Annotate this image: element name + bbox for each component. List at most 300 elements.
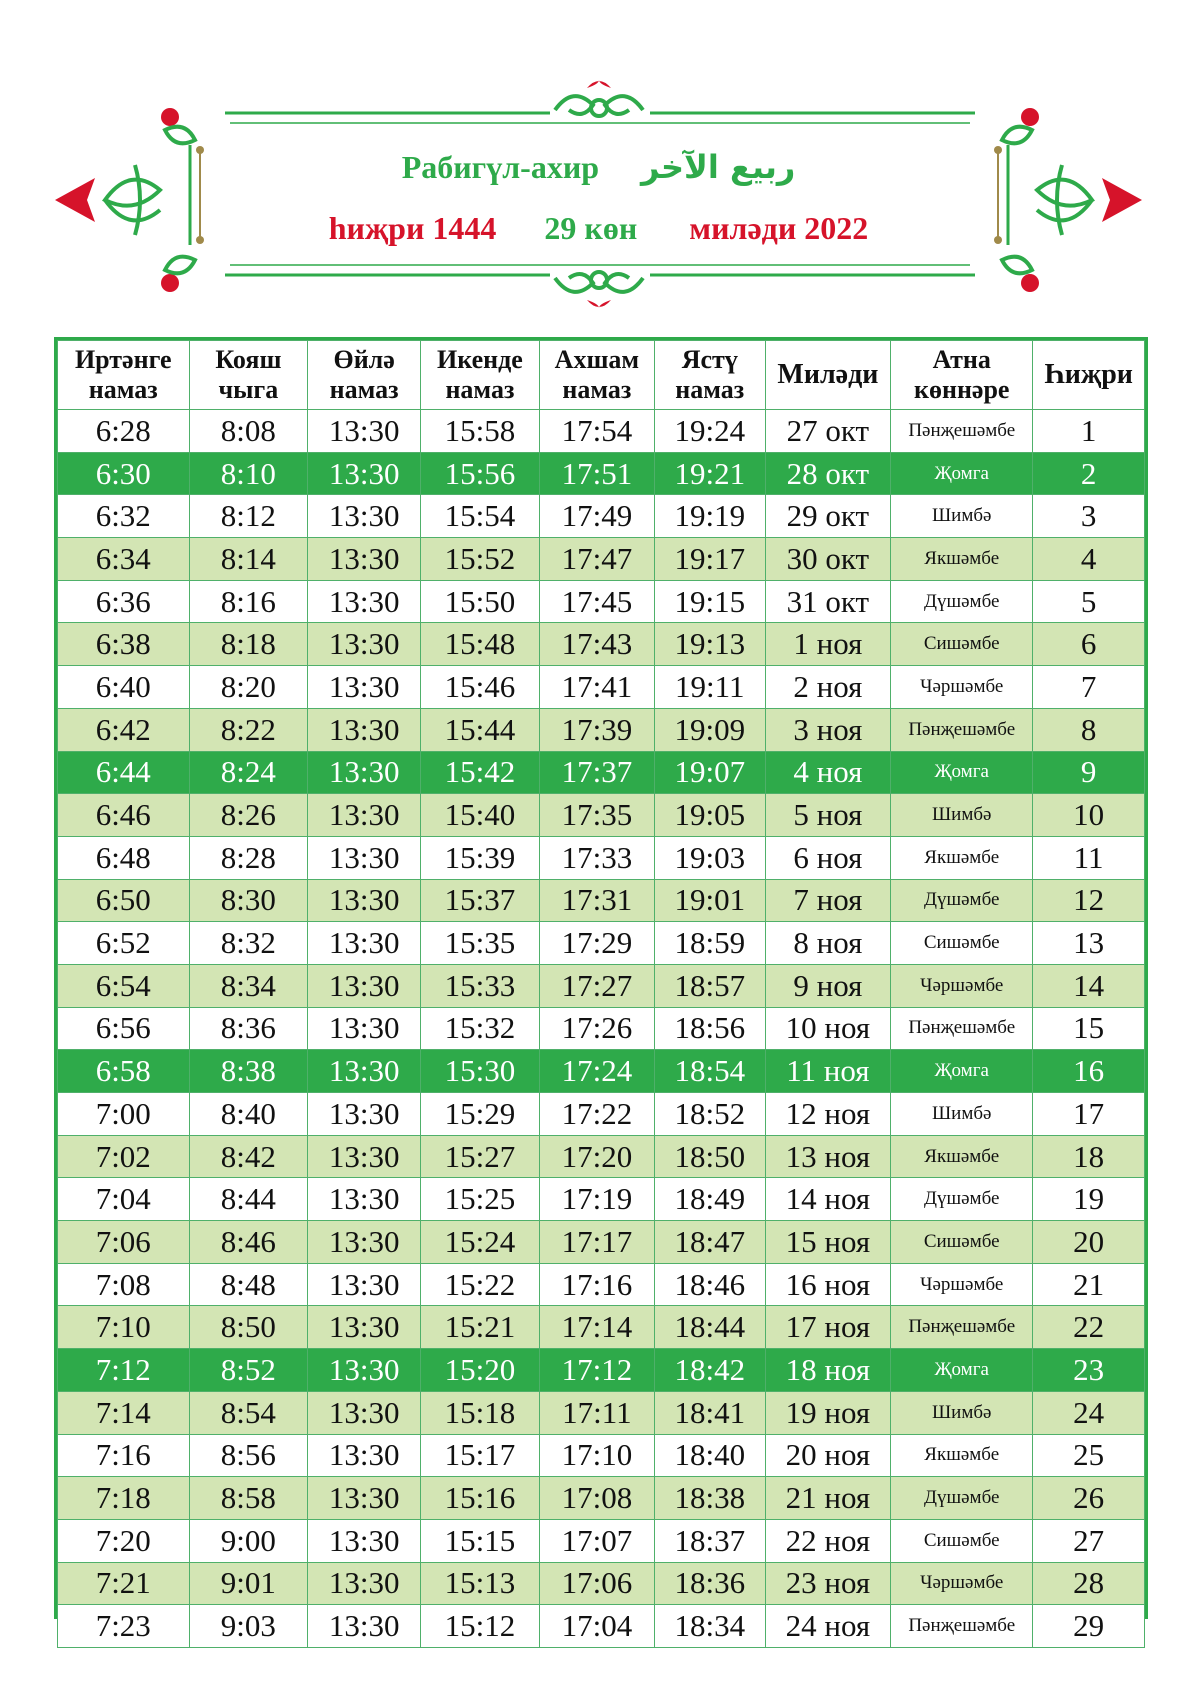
- asr-time: 15:17: [421, 1434, 540, 1477]
- sunrise-time: 9:03: [189, 1605, 308, 1648]
- hijri-day: 1: [1033, 410, 1145, 453]
- table-header-row: [58, 341, 1145, 410]
- maghrib-time: 17:10: [539, 1434, 654, 1477]
- weekday: Пәнҗешәмбе: [891, 1605, 1033, 1648]
- maghrib-time: 17:16: [539, 1263, 654, 1306]
- sunrise-time: 8:46: [189, 1221, 308, 1264]
- asr-time: 15:35: [421, 922, 540, 965]
- fajr-time: 7:00: [58, 1093, 190, 1136]
- maghrib-time: 17:37: [539, 751, 654, 794]
- fajr-time: 7:04: [58, 1178, 190, 1221]
- hijri-day: 12: [1033, 879, 1145, 922]
- asr-time: 15:39: [421, 836, 540, 879]
- hijri-day: 3: [1033, 495, 1145, 538]
- asr-time: 15:42: [421, 751, 540, 794]
- dhuhr-time: 13:30: [308, 1562, 421, 1605]
- weekday: Шимбә: [891, 794, 1033, 837]
- miladi-date: 14 ноя: [765, 1178, 891, 1221]
- maghrib-time: 17:14: [539, 1306, 654, 1349]
- hijri-day: 21: [1033, 1263, 1145, 1306]
- asr-time: 15:33: [421, 964, 540, 1007]
- table-row: [58, 1007, 1145, 1050]
- isha-time: 19:01: [655, 879, 766, 922]
- maghrib-time: 17:31: [539, 879, 654, 922]
- isha-time: 19:03: [655, 836, 766, 879]
- col-fajr-header: Иртәнге намаз: [58, 341, 190, 410]
- table-row: [58, 1178, 1145, 1221]
- maghrib-time: 17:12: [539, 1349, 654, 1392]
- maghrib-time: 17:41: [539, 666, 654, 709]
- weekday: Сишәмбе: [891, 1221, 1033, 1264]
- sunrise-time: 8:42: [189, 1135, 308, 1178]
- sunrise-time: 8:48: [189, 1263, 308, 1306]
- miladi-date: 28 окт: [765, 452, 891, 495]
- isha-time: 18:52: [655, 1093, 766, 1136]
- days-count: 29 көн: [544, 210, 638, 246]
- isha-time: 19:07: [655, 751, 766, 794]
- asr-time: 15:32: [421, 1007, 540, 1050]
- maghrib-time: 17:47: [539, 538, 654, 581]
- hijri-day: 16: [1033, 1050, 1145, 1093]
- isha-time: 18:59: [655, 922, 766, 965]
- weekday: Дүшәмбе: [891, 1178, 1033, 1221]
- miladi-date: 30 окт: [765, 538, 891, 581]
- maghrib-time: 17:04: [539, 1605, 654, 1648]
- dhuhr-time: 13:30: [308, 708, 421, 751]
- asr-time: 15:37: [421, 879, 540, 922]
- weekday: Якшәмбе: [891, 1434, 1033, 1477]
- fajr-time: 7:06: [58, 1221, 190, 1264]
- fajr-time: 6:36: [58, 580, 190, 623]
- dhuhr-time: 13:30: [308, 1391, 421, 1434]
- hijri-day: 22: [1033, 1306, 1145, 1349]
- col-asr-header: Икенде намаз: [421, 341, 540, 410]
- asr-time: 15:58: [421, 410, 540, 453]
- sunrise-time: 8:36: [189, 1007, 308, 1050]
- fajr-time: 6:58: [58, 1050, 190, 1093]
- dhuhr-time: 13:30: [308, 794, 421, 837]
- col-miladi-header: Миләди: [765, 341, 891, 410]
- weekday: Сишәмбе: [891, 623, 1033, 666]
- dhuhr-time: 13:30: [308, 538, 421, 581]
- miladi-date: 7 ноя: [765, 879, 891, 922]
- asr-time: 15:56: [421, 452, 540, 495]
- dhuhr-time: 13:30: [308, 1007, 421, 1050]
- isha-time: 18:49: [655, 1178, 766, 1221]
- weekday: Якшәмбе: [891, 1135, 1033, 1178]
- table-row: [58, 794, 1145, 837]
- isha-time: 18:46: [655, 1263, 766, 1306]
- dhuhr-time: 13:30: [308, 1135, 421, 1178]
- fajr-time: 7:16: [58, 1434, 190, 1477]
- fajr-time: 7:08: [58, 1263, 190, 1306]
- table-row: [58, 1221, 1145, 1264]
- isha-time: 18:37: [655, 1519, 766, 1562]
- asr-time: 15:50: [421, 580, 540, 623]
- maghrib-time: 17:06: [539, 1562, 654, 1605]
- table-row: [58, 1434, 1145, 1477]
- fajr-time: 6:44: [58, 751, 190, 794]
- maghrib-time: 17:35: [539, 794, 654, 837]
- sunrise-time: 8:22: [189, 708, 308, 751]
- sunrise-time: 8:40: [189, 1093, 308, 1136]
- isha-time: 19:05: [655, 794, 766, 837]
- maghrib-time: 17:07: [539, 1519, 654, 1562]
- dhuhr-time: 13:30: [308, 410, 421, 453]
- maghrib-time: 17:17: [539, 1221, 654, 1264]
- asr-time: 15:30: [421, 1050, 540, 1093]
- sunrise-time: 9:01: [189, 1562, 308, 1605]
- sunrise-time: 8:10: [189, 452, 308, 495]
- fajr-time: 6:28: [58, 410, 190, 453]
- asr-time: 15:16: [421, 1477, 540, 1520]
- maghrib-time: 17:29: [539, 922, 654, 965]
- isha-time: 18:38: [655, 1477, 766, 1520]
- dhuhr-time: 13:30: [308, 1519, 421, 1562]
- miladi-date: 1 ноя: [765, 623, 891, 666]
- isha-time: 18:50: [655, 1135, 766, 1178]
- hijri-day: 24: [1033, 1391, 1145, 1434]
- fajr-time: 6:48: [58, 836, 190, 879]
- hijri-year: һиҗри 1444: [328, 210, 497, 246]
- dhuhr-time: 13:30: [308, 623, 421, 666]
- isha-time: 18:57: [655, 964, 766, 1007]
- dhuhr-time: 13:30: [308, 1178, 421, 1221]
- hijri-day: 20: [1033, 1221, 1145, 1264]
- weekday: Пәнҗешәмбе: [891, 410, 1033, 453]
- hijri-day: 18: [1033, 1135, 1145, 1178]
- sunrise-time: 8:12: [189, 495, 308, 538]
- weekday: Чәршәмбе: [891, 666, 1033, 709]
- weekday: Пәнҗешәмбе: [891, 1306, 1033, 1349]
- miladi-date: 3 ноя: [765, 708, 891, 751]
- miladi-date: 20 ноя: [765, 1434, 891, 1477]
- maghrib-time: 17:27: [539, 964, 654, 1007]
- isha-time: 19:24: [655, 410, 766, 453]
- dhuhr-time: 13:30: [308, 1605, 421, 1648]
- hijri-day: 4: [1033, 538, 1145, 581]
- dhuhr-time: 13:30: [308, 666, 421, 709]
- hijri-day: 14: [1033, 964, 1145, 1007]
- hijri-day: 26: [1033, 1477, 1145, 1520]
- fajr-time: 6:38: [58, 623, 190, 666]
- fajr-time: 7:12: [58, 1349, 190, 1392]
- fajr-time: 6:30: [58, 452, 190, 495]
- isha-time: 18:34: [655, 1605, 766, 1648]
- hijri-day: 13: [1033, 922, 1145, 965]
- miladi-date: 2 ноя: [765, 666, 891, 709]
- sunrise-time: 8:14: [189, 538, 308, 581]
- weekday: Дүшәмбе: [891, 1477, 1033, 1520]
- fajr-time: 6:56: [58, 1007, 190, 1050]
- maghrib-time: 17:51: [539, 452, 654, 495]
- table-row: [58, 410, 1145, 453]
- weekday: Дүшәмбе: [891, 580, 1033, 623]
- hijri-day: 11: [1033, 836, 1145, 879]
- isha-time: 18:47: [655, 1221, 766, 1264]
- sunrise-time: 8:44: [189, 1178, 308, 1221]
- asr-time: 15:27: [421, 1135, 540, 1178]
- hijri-day: 6: [1033, 623, 1145, 666]
- dhuhr-time: 13:30: [308, 964, 421, 1007]
- dhuhr-time: 13:30: [308, 495, 421, 538]
- miladi-date: 10 ноя: [765, 1007, 891, 1050]
- weekday: Шимбә: [891, 1093, 1033, 1136]
- fajr-time: 7:18: [58, 1477, 190, 1520]
- fajr-time: 7:23: [58, 1605, 190, 1648]
- miladi-date: 21 ноя: [765, 1477, 891, 1520]
- miladi-date: 12 ноя: [765, 1093, 891, 1136]
- weekday: Сишәмбе: [891, 1519, 1033, 1562]
- dhuhr-time: 13:30: [308, 1093, 421, 1136]
- isha-time: 18:36: [655, 1562, 766, 1605]
- weekday: Җомга: [891, 452, 1033, 495]
- sunrise-time: 8:18: [189, 623, 308, 666]
- dhuhr-time: 13:30: [308, 1050, 421, 1093]
- dhuhr-time: 13:30: [308, 580, 421, 623]
- maghrib-time: 17:24: [539, 1050, 654, 1093]
- sunrise-time: 8:50: [189, 1306, 308, 1349]
- isha-time: 18:56: [655, 1007, 766, 1050]
- hijri-day: 7: [1033, 666, 1145, 709]
- fajr-time: 6:42: [58, 708, 190, 751]
- isha-time: 18:44: [655, 1306, 766, 1349]
- table-row: [58, 1519, 1145, 1562]
- asr-time: 15:21: [421, 1306, 540, 1349]
- dhuhr-time: 13:30: [308, 1221, 421, 1264]
- maghrib-time: 17:26: [539, 1007, 654, 1050]
- table-row: [58, 580, 1145, 623]
- miladi-date: 15 ноя: [765, 1221, 891, 1264]
- weekday: Пәнҗешәмбе: [891, 1007, 1033, 1050]
- weekday: Пәнҗешәмбе: [891, 708, 1033, 751]
- dhuhr-time: 13:30: [308, 1349, 421, 1392]
- prayer-times-table: [57, 340, 1145, 1648]
- fajr-time: 6:32: [58, 495, 190, 538]
- hijri-day: 10: [1033, 794, 1145, 837]
- miladi-date: 11 ноя: [765, 1050, 891, 1093]
- asr-time: 15:54: [421, 495, 540, 538]
- weekday: Чәршәмбе: [891, 964, 1033, 1007]
- dhuhr-time: 13:30: [308, 922, 421, 965]
- hijri-day: 17: [1033, 1093, 1145, 1136]
- maghrib-time: 17:11: [539, 1391, 654, 1434]
- sunrise-time: 8:26: [189, 794, 308, 837]
- dhuhr-time: 13:30: [308, 1263, 421, 1306]
- miladi-date: 6 ноя: [765, 836, 891, 879]
- sunrise-time: 8:08: [189, 410, 308, 453]
- year-info: [0, 210, 1197, 254]
- hijri-day: 23: [1033, 1349, 1145, 1392]
- isha-time: 19:21: [655, 452, 766, 495]
- sunrise-time: 8:58: [189, 1477, 308, 1520]
- hijri-day: 29: [1033, 1605, 1145, 1648]
- col-dhuhr-header: Өйлә намаз: [308, 341, 421, 410]
- hijri-day: 15: [1033, 1007, 1145, 1050]
- fajr-time: 7:10: [58, 1306, 190, 1349]
- table-row: [58, 1562, 1145, 1605]
- weekday: Җомга: [891, 1349, 1033, 1392]
- fajr-time: 7:21: [58, 1562, 190, 1605]
- fajr-time: 6:34: [58, 538, 190, 581]
- asr-time: 15:46: [421, 666, 540, 709]
- fajr-time: 7:20: [58, 1519, 190, 1562]
- miladi-date: 18 ноя: [765, 1349, 891, 1392]
- miladi-date: 22 ноя: [765, 1519, 891, 1562]
- table-row: [58, 1093, 1145, 1136]
- fajr-time: 7:14: [58, 1391, 190, 1434]
- miladi-date: 19 ноя: [765, 1391, 891, 1434]
- weekday: Чәршәмбе: [891, 1562, 1033, 1605]
- asr-time: 15:52: [421, 538, 540, 581]
- hijri-day: 28: [1033, 1562, 1145, 1605]
- month-name-arabic: ربيع الآخر: [641, 148, 796, 186]
- table-body: [58, 410, 1145, 1648]
- sunrise-time: 9:00: [189, 1519, 308, 1562]
- asr-time: 15:18: [421, 1391, 540, 1434]
- fajr-time: 6:46: [58, 794, 190, 837]
- table-row: [58, 964, 1145, 1007]
- isha-time: 19:09: [655, 708, 766, 751]
- asr-time: 15:22: [421, 1263, 540, 1306]
- maghrib-time: 17:20: [539, 1135, 654, 1178]
- dhuhr-time: 13:30: [308, 879, 421, 922]
- table-row: [58, 879, 1145, 922]
- table-row: [58, 836, 1145, 879]
- isha-time: 18:41: [655, 1391, 766, 1434]
- table-row: [58, 1263, 1145, 1306]
- sunrise-time: 8:54: [189, 1391, 308, 1434]
- maghrib-time: 17:22: [539, 1093, 654, 1136]
- table-row: [58, 623, 1145, 666]
- miladi-date: 27 окт: [765, 410, 891, 453]
- miladi-date: 23 ноя: [765, 1562, 891, 1605]
- sunrise-time: 8:34: [189, 964, 308, 1007]
- miladi-date: 16 ноя: [765, 1263, 891, 1306]
- hijri-day: 2: [1033, 452, 1145, 495]
- table-row: [58, 1050, 1145, 1093]
- sunrise-time: 8:32: [189, 922, 308, 965]
- table-row: [58, 538, 1145, 581]
- month-title: [0, 148, 1197, 192]
- table-row: [58, 1605, 1145, 1648]
- asr-time: 15:15: [421, 1519, 540, 1562]
- weekday: Җомга: [891, 1050, 1033, 1093]
- asr-time: 15:25: [421, 1178, 540, 1221]
- miladi-date: 29 окт: [765, 495, 891, 538]
- table-row: [58, 495, 1145, 538]
- col-maghrib-header: Ахшам намаз: [539, 341, 654, 410]
- asr-time: 15:24: [421, 1221, 540, 1264]
- fajr-time: 7:02: [58, 1135, 190, 1178]
- maghrib-time: 17:49: [539, 495, 654, 538]
- dhuhr-time: 13:30: [308, 1477, 421, 1520]
- hijri-day: 25: [1033, 1434, 1145, 1477]
- weekday: Сишәмбе: [891, 922, 1033, 965]
- table-row: [58, 452, 1145, 495]
- maghrib-time: 17:19: [539, 1178, 654, 1221]
- col-hijri-header: Һиҗри: [1033, 341, 1145, 410]
- miladi-date: 8 ноя: [765, 922, 891, 965]
- table-row: [58, 751, 1145, 794]
- table-row: [58, 1306, 1145, 1349]
- fajr-time: 6:54: [58, 964, 190, 1007]
- isha-time: 19:11: [655, 666, 766, 709]
- fajr-time: 6:52: [58, 922, 190, 965]
- table-row: [58, 708, 1145, 751]
- hijri-day: 5: [1033, 580, 1145, 623]
- asr-time: 15:44: [421, 708, 540, 751]
- miladi-date: 17 ноя: [765, 1306, 891, 1349]
- header-ornament-frame: [0, 0, 1197, 330]
- asr-time: 15:20: [421, 1349, 540, 1392]
- col-isha-header: Ястү намаз: [655, 341, 766, 410]
- isha-time: 19:15: [655, 580, 766, 623]
- asr-time: 15:40: [421, 794, 540, 837]
- miladi-date: 31 окт: [765, 580, 891, 623]
- maghrib-time: 17:33: [539, 836, 654, 879]
- sunrise-time: 8:30: [189, 879, 308, 922]
- miladi-year: миләди 2022: [689, 210, 869, 246]
- fajr-time: 6:40: [58, 666, 190, 709]
- col-weekday-header: Атна көннәре: [891, 341, 1033, 410]
- weekday: Шимбә: [891, 1391, 1033, 1434]
- isha-time: 18:54: [655, 1050, 766, 1093]
- prayer-times-table-container: [54, 337, 1148, 1644]
- table-row: [58, 1135, 1145, 1178]
- asr-time: 15:12: [421, 1605, 540, 1648]
- table-row: [58, 1391, 1145, 1434]
- fajr-time: 6:50: [58, 879, 190, 922]
- weekday: Җомга: [891, 751, 1033, 794]
- hijri-day: 27: [1033, 1519, 1145, 1562]
- table-row: [58, 1349, 1145, 1392]
- asr-time: 15:29: [421, 1093, 540, 1136]
- maghrib-time: 17:08: [539, 1477, 654, 1520]
- weekday: Якшәмбе: [891, 836, 1033, 879]
- weekday: Чәршәмбе: [891, 1263, 1033, 1306]
- asr-time: 15:48: [421, 623, 540, 666]
- dhuhr-time: 13:30: [308, 1434, 421, 1477]
- isha-time: 19:19: [655, 495, 766, 538]
- isha-time: 19:13: [655, 623, 766, 666]
- weekday: Дүшәмбе: [891, 879, 1033, 922]
- sunrise-time: 8:24: [189, 751, 308, 794]
- maghrib-time: 17:54: [539, 410, 654, 453]
- sunrise-time: 8:28: [189, 836, 308, 879]
- weekday: Шимбә: [891, 495, 1033, 538]
- dhuhr-time: 13:30: [308, 1306, 421, 1349]
- sunrise-time: 8:52: [189, 1349, 308, 1392]
- hijri-day: 19: [1033, 1178, 1145, 1221]
- month-name: Рабигүл-ахир: [401, 149, 600, 185]
- sunrise-time: 8:38: [189, 1050, 308, 1093]
- isha-time: 18:40: [655, 1434, 766, 1477]
- isha-time: 18:42: [655, 1349, 766, 1392]
- hijri-day: 8: [1033, 708, 1145, 751]
- isha-time: 19:17: [655, 538, 766, 581]
- dhuhr-time: 13:30: [308, 751, 421, 794]
- sunrise-time: 8:16: [189, 580, 308, 623]
- maghrib-time: 17:39: [539, 708, 654, 751]
- asr-time: 15:13: [421, 1562, 540, 1605]
- table-row: [58, 922, 1145, 965]
- weekday: Якшәмбе: [891, 538, 1033, 581]
- table-row: [58, 666, 1145, 709]
- miladi-date: 5 ноя: [765, 794, 891, 837]
- col-sunrise-header: Кояш чыга: [189, 341, 308, 410]
- dhuhr-time: 13:30: [308, 836, 421, 879]
